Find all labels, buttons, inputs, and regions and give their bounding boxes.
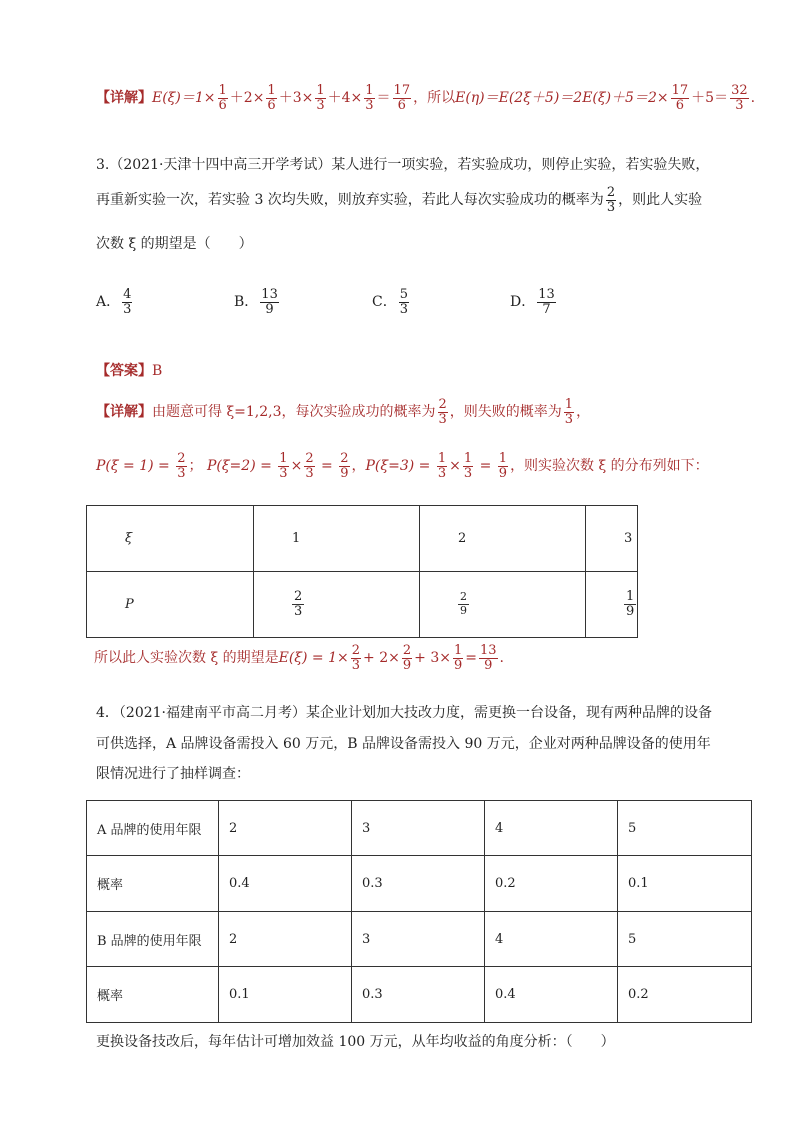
table-row (87, 856, 752, 912)
table-cell: 4 (485, 912, 618, 967)
table-cell (420, 572, 586, 638)
fraction: $\frac{13}{9}$ (261, 287, 278, 317)
expr: P(ξ = 1) = (96, 458, 175, 475)
expr: ， (351, 458, 366, 475)
text: 由题意可得 ξ=1,2,3，每次实验成功的概率为 (152, 404, 436, 421)
fraction: $\frac{2}{9}$ (460, 590, 467, 617)
table-cell: 0.1 (618, 856, 752, 912)
fraction: $\frac{1}{9}$ (498, 451, 508, 481)
table-row (87, 506, 638, 572)
table-cell: 3 (352, 912, 485, 967)
table-cell: ξ (87, 506, 254, 572)
fraction: $\frac{2}{3}$ (305, 451, 314, 481)
expr: E(ξ) = 1× (278, 650, 349, 667)
table-cell: 概率 (87, 967, 219, 1023)
table-cell: 2 (420, 506, 586, 572)
fraction: $\frac{2}{9}$ (340, 451, 349, 481)
fraction: $\frac{13}{9}$ (479, 643, 497, 673)
q4-line1: 4．（2021·福建南平市高二月考）某企业计划加大技改力度，需更换一台设备，现有两种品牌的设备 (96, 705, 712, 721)
text: 再重新实验一次，若实验 3 次均失败，则放弃实验，若此人每次实验成功的概率为 (96, 192, 604, 209)
table-row (87, 801, 752, 856)
q3-detail-line1 (96, 398, 590, 426)
expr: ，所以 (413, 90, 456, 107)
option-b[interactable] (234, 288, 281, 316)
table-row (87, 912, 752, 967)
detail-tag: 【详解】 (96, 404, 152, 421)
table-cell (254, 572, 420, 638)
q4-after: 更换设备技改后，每年估计可增加效益 100 万元，从年均收益的角度分析：（ ） (96, 1034, 615, 1050)
fraction: $\frac{1}{9}$ (626, 588, 635, 619)
distribution-table (86, 505, 638, 638)
fraction: $\frac{1}{3}$ (279, 451, 288, 481)
expr: ＋3× (278, 90, 314, 107)
fraction: $\frac{17}{6}$ (393, 83, 411, 113)
table-cell: 0.4 (219, 856, 352, 912)
table-cell: 3 (352, 801, 485, 856)
expr: P(ξ=3) = (365, 458, 435, 475)
table-row (87, 967, 752, 1023)
q3-prob-line (96, 452, 709, 480)
expr: ＋2× (229, 90, 265, 107)
fraction: $\frac{2}{3}$ (438, 397, 447, 427)
table-cell: 0.2 (618, 967, 752, 1023)
q3-line3: 次数 ξ 的期望是（ ） (96, 236, 253, 252)
table-cell: 2 (219, 801, 352, 856)
table-cell: P (87, 572, 254, 638)
detail-line-1 (96, 84, 755, 112)
text: 所以此人实验次数 ξ 的期望是 (94, 650, 279, 667)
q3-line2 (96, 186, 702, 214)
table-cell: 5 (618, 912, 752, 967)
fraction: $\frac{1}{3}$ (365, 83, 374, 113)
fraction: $\frac{2}{3}$ (294, 588, 303, 619)
expr: ＋5＝ (691, 90, 729, 107)
table-cell: 0.4 (485, 967, 618, 1023)
option-d[interactable] (510, 288, 558, 316)
fraction: $\frac{13}{7}$ (538, 287, 555, 317)
expr: × (449, 458, 461, 475)
option-label: D． (510, 294, 536, 311)
fraction: $\frac{4}{3}$ (123, 287, 132, 317)
q4-line3: 限情况进行了抽样调查： (96, 766, 250, 782)
expr: ，则实验次数 ξ 的分布列如下： (510, 458, 709, 475)
option-label: B． (234, 294, 259, 311)
expr: = (465, 650, 477, 667)
text: ，则此人实验 (618, 192, 703, 209)
text: ， (576, 404, 591, 421)
q3-conclusion (94, 644, 504, 672)
detail-tag: 【详解】 (96, 90, 152, 107)
table-cell (586, 572, 638, 638)
expr: P(ξ=2) = (206, 458, 277, 475)
fraction: $\frac{32}{3}$ (731, 83, 748, 113)
table-cell: 5 (618, 801, 752, 856)
fraction: $\frac{1}{3}$ (564, 397, 574, 427)
answer-value: B (152, 363, 163, 379)
fraction: $\frac{2}{9}$ (402, 643, 412, 673)
fraction: $\frac{5}{3}$ (399, 287, 408, 317)
expr: . (750, 90, 756, 107)
fraction: $\frac{17}{6}$ (671, 83, 689, 113)
expr: ＋4× (327, 90, 363, 107)
expr: . (499, 650, 504, 667)
fraction: $\frac{1}{3}$ (463, 451, 473, 481)
table-cell: 0.2 (485, 856, 618, 912)
fraction: $\frac{2}{3}$ (606, 185, 616, 215)
option-c[interactable] (372, 288, 411, 316)
fraction: $\frac{1}{6}$ (267, 83, 276, 113)
table-cell: 0.1 (219, 967, 352, 1023)
answer-tag: 【答案】 (96, 363, 152, 379)
expr: = (316, 458, 338, 475)
table-cell: 3 (586, 506, 638, 572)
option-a[interactable] (96, 288, 134, 316)
table-cell: A 品牌的使用年限 (87, 801, 219, 856)
table-cell: 0.3 (352, 967, 485, 1023)
table-cell: 0.3 (352, 856, 485, 912)
expr: ＝ (376, 90, 391, 107)
answer-line (96, 360, 162, 380)
expr: + 2× (363, 650, 400, 667)
expr: E(η)＝E(2ξ＋5)＝2E(ξ)＋5＝2× (455, 90, 669, 107)
fraction: $\frac{1}{9}$ (453, 643, 463, 673)
expr: ； (188, 458, 203, 475)
option-label: A． (96, 294, 121, 311)
table-cell: B 品牌的使用年限 (87, 912, 219, 967)
fraction: $\frac{1}{6}$ (218, 83, 227, 113)
expr: × (290, 458, 303, 475)
expr: + 3× (414, 650, 451, 667)
text: ，则失败的概率为 (449, 404, 562, 421)
expr: E(ξ)＝1× (152, 90, 216, 107)
expr: = (475, 458, 496, 475)
fraction: $\frac{2}{3}$ (351, 643, 361, 673)
table-cell: 概率 (87, 856, 219, 912)
table-cell: 1 (254, 506, 420, 572)
brand-table (86, 800, 752, 1023)
option-label: C． (372, 294, 397, 311)
fraction: $\frac{2}{3}$ (177, 451, 186, 481)
fraction: $\frac{1}{3}$ (437, 451, 447, 481)
q4-line2: 可供选择，A 品牌设备需投入 60 万元，B 品牌设备需投入 90 万元，企业对两种品牌设备的使用年 (96, 736, 711, 752)
q3-line1: 3.（2021·天津十四中高三开学考试）某人进行一项实验，若实验成功，则停止实验，若实验失败， (96, 157, 710, 173)
table-cell: 4 (485, 801, 618, 856)
table-row (87, 572, 638, 638)
fraction: $\frac{1}{3}$ (316, 83, 325, 113)
table-cell: 2 (219, 912, 352, 967)
